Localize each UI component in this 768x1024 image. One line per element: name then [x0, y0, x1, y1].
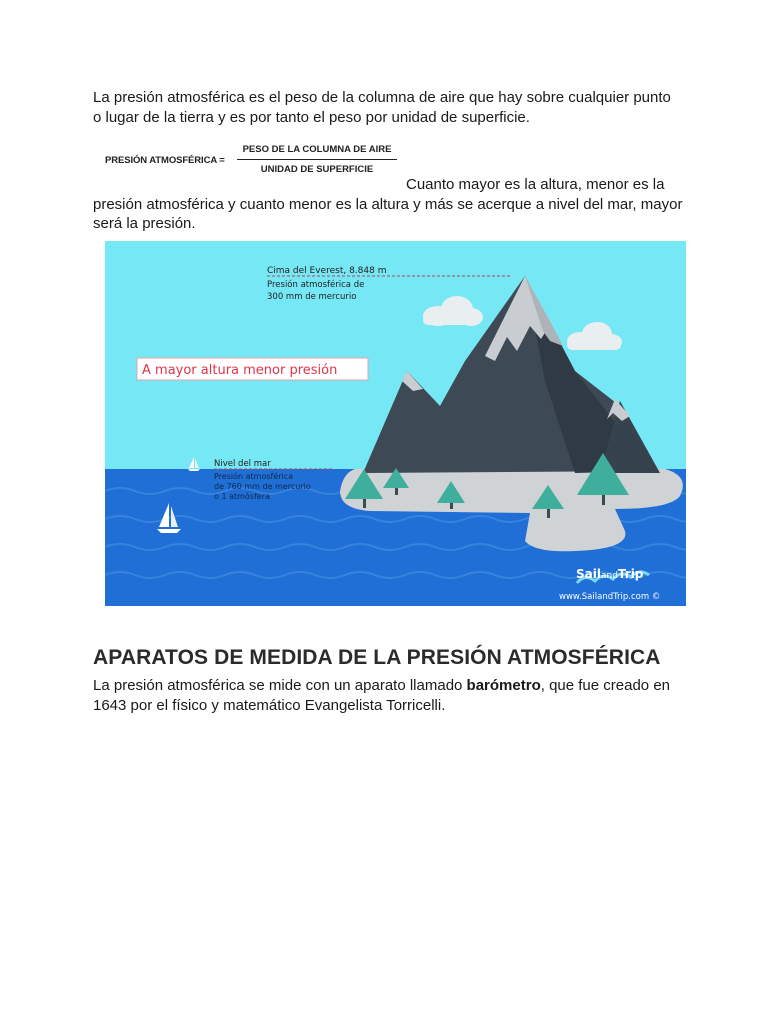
- formula-numerator: PESO DE LA COLUMNA DE AIRE: [242, 144, 392, 155]
- intro-paragraph: La presión atmosférica es el peso de la columna de aire que hay sobre cualquier punto o lugar de la tierra y es por tanto el peso por unidad de superficie.: [93, 89, 671, 126]
- brand-part2: and: [600, 571, 618, 581]
- barometer-paragraph: [93, 676, 683, 715]
- altitude-pressure-illustration: [105, 241, 686, 606]
- brand-part3: Trip: [617, 567, 644, 581]
- barometer-text-before: La presión atmosférica se mide con un aparato llamado: [93, 677, 467, 694]
- sea-label-line2: Presión atmosférica: [214, 472, 294, 481]
- sea-label-line4: o 1 atmósfera: [214, 492, 270, 501]
- formula-fraction-bar: [237, 159, 397, 160]
- everest-label-line1: Cima del Everest, 8.848 m: [267, 266, 387, 276]
- altitude-paragraph: Cuanto mayor es la altura, menor es la presión atmosférica y cuanto menor es la altura y más se acerque a nivel del mar, mayor será la presión.: [93, 176, 683, 232]
- barometer-term: barómetro: [466, 677, 541, 694]
- formula-denominator: UNIDAD DE SUPERFICIE: [260, 164, 374, 175]
- everest-label-line2: Presión atmosférica de: [267, 280, 365, 290]
- barometer-text-after: , que fue creado en 1643 por el físico y matemático Evangelista Torricelli.: [93, 677, 670, 714]
- sea-label-line1: Nivel del mar: [214, 459, 271, 469]
- sea-label-line3: de 760 mm de mercurio: [214, 482, 311, 491]
- banner-text: A mayor altura menor presión: [142, 363, 338, 378]
- brand-part1: Sail: [576, 567, 601, 581]
- brand-url: www.SailandTrip.com ©: [559, 592, 661, 602]
- formula-lhs: PRESIÓN ATMOSFÉRICA =: [105, 155, 225, 166]
- everest-label-line3: 300 mm de mercurio: [267, 292, 357, 302]
- section-heading: APARATOS DE MEDIDA DE LA PRESIÓN ATMOSFÉRICA: [93, 646, 661, 669]
